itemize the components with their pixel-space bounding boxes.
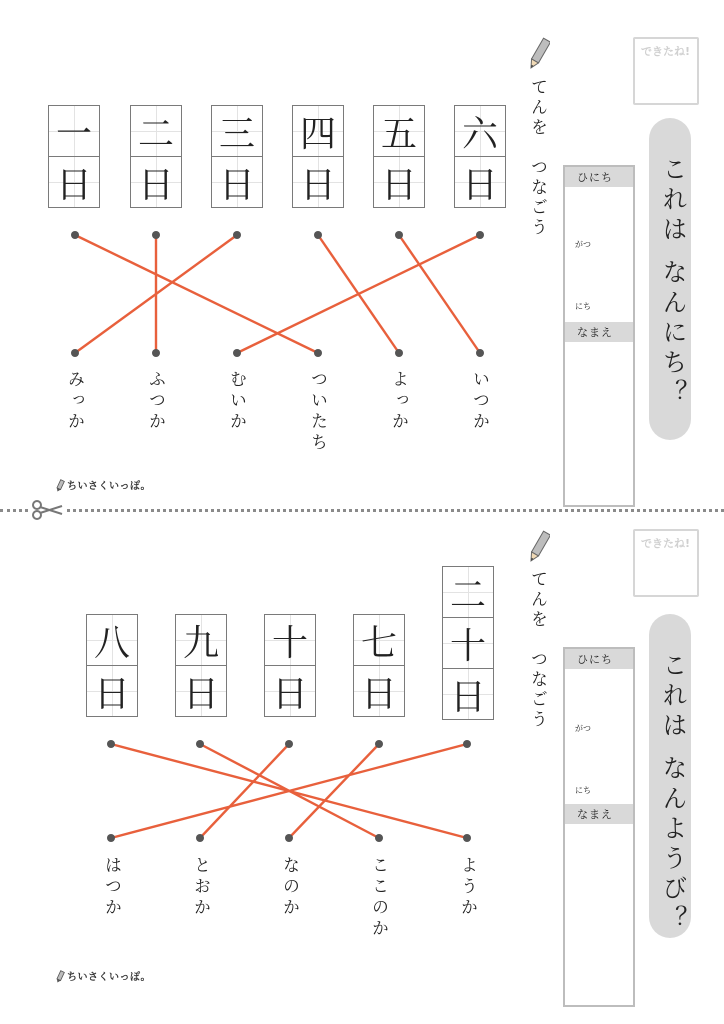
title-banner	[649, 118, 691, 440]
bottom-dot[interactable]	[285, 834, 293, 842]
pencil-icon	[528, 35, 550, 73]
day-label: にち	[575, 786, 591, 795]
done-label: できたね!	[641, 537, 691, 550]
bottom-dot[interactable]	[233, 349, 241, 357]
answer-label: よっか	[388, 370, 408, 433]
bottom-dot[interactable]	[375, 834, 383, 842]
connection-line	[200, 744, 289, 838]
bottom-dot[interactable]	[152, 349, 160, 357]
card-top-cell: 八	[87, 615, 137, 665]
card-top-cell: 六	[455, 106, 505, 156]
card-middle-cell: 十	[443, 617, 493, 668]
date-header: ひにち	[565, 167, 633, 187]
card-bottom-cell: 日	[49, 156, 99, 207]
top-dot[interactable]	[314, 231, 322, 239]
top-dot[interactable]	[107, 740, 115, 748]
instruction-text: てんを つなごう	[527, 570, 547, 730]
month-label: がつ	[575, 240, 591, 249]
answer-label: とおか	[190, 856, 210, 919]
card-top-cell: 二	[131, 106, 181, 156]
instruction-text: てんを つなごう	[527, 78, 547, 238]
worksheet-title: これは なんようび？	[659, 652, 688, 935]
name-header: なまえ	[565, 322, 633, 342]
answer-label: むいか	[226, 370, 246, 433]
card-top-cell: 一	[49, 106, 99, 156]
cut-line	[0, 509, 724, 512]
worksheet-1	[0, 0, 724, 506]
card-bottom-cell: 日	[87, 665, 137, 716]
name-header: なまえ	[565, 804, 633, 824]
card-top-cell: 十	[265, 615, 315, 665]
top-dot[interactable]	[476, 231, 484, 239]
answer-label: はつか	[101, 856, 121, 919]
answer-label: みっか	[64, 370, 84, 433]
card-bottom-cell: 日	[265, 665, 315, 716]
card-top-cell: 七	[354, 615, 404, 665]
top-dot[interactable]	[196, 740, 204, 748]
answer-label: ようか	[457, 856, 477, 919]
date-name-box	[563, 647, 635, 1007]
month-label: がつ	[575, 724, 591, 733]
top-dot[interactable]	[233, 231, 241, 239]
brand-logo	[55, 968, 151, 984]
answer-label: いつか	[469, 370, 489, 433]
top-dot[interactable]	[285, 740, 293, 748]
connection-line	[289, 744, 379, 838]
title-banner	[649, 614, 691, 938]
pencil-icon	[528, 528, 550, 566]
answer-label: ここのか	[368, 856, 388, 940]
logo-pencil-icon	[55, 479, 65, 493]
brand-logo	[55, 477, 151, 493]
card-top-cell: 三	[212, 106, 262, 156]
top-dot[interactable]	[152, 231, 160, 239]
done-stamp-box	[633, 37, 699, 105]
card-top-cell: 五	[374, 106, 424, 156]
top-dot[interactable]	[71, 231, 79, 239]
day-label: にち	[575, 302, 591, 311]
answer-label: ついたち	[307, 370, 327, 454]
card-top-cell: 四	[293, 106, 343, 156]
bottom-dot[interactable]	[196, 834, 204, 842]
card-top-cell: 二	[443, 567, 493, 617]
done-label: できたね!	[641, 45, 691, 58]
card-top-cell: 九	[176, 615, 226, 665]
logo-pencil-icon	[55, 970, 65, 984]
answer-label: ふつか	[145, 370, 165, 433]
answer-label: なのか	[279, 856, 299, 919]
connection-line	[75, 235, 318, 353]
card-bottom-cell: 日	[176, 665, 226, 716]
card-bottom-cell: 日	[443, 668, 493, 719]
logo-text: ちいさくいっぽ。	[67, 481, 151, 492]
connection-line	[399, 235, 480, 353]
card-bottom-cell: 日	[131, 156, 181, 207]
card-bottom-cell: 日	[455, 156, 505, 207]
bottom-dot[interactable]	[71, 349, 79, 357]
date-name-box	[563, 165, 635, 507]
bottom-dot[interactable]	[314, 349, 322, 357]
bottom-dot[interactable]	[463, 834, 471, 842]
connection-line	[237, 235, 480, 353]
logo-text: ちいさくいっぽ。	[67, 972, 151, 983]
card-bottom-cell: 日	[374, 156, 424, 207]
card-bottom-cell: 日	[293, 156, 343, 207]
bottom-dot[interactable]	[107, 834, 115, 842]
top-dot[interactable]	[463, 740, 471, 748]
card-bottom-cell: 日	[354, 665, 404, 716]
top-dot[interactable]	[375, 740, 383, 748]
worksheet-title: これは なんにち？	[659, 156, 688, 409]
bottom-dot[interactable]	[476, 349, 484, 357]
top-dot[interactable]	[395, 231, 403, 239]
worksheet-2	[0, 516, 724, 1024]
card-bottom-cell: 日	[212, 156, 262, 207]
date-header: ひにち	[565, 649, 633, 669]
done-stamp-box	[633, 529, 699, 597]
bottom-dot[interactable]	[395, 349, 403, 357]
